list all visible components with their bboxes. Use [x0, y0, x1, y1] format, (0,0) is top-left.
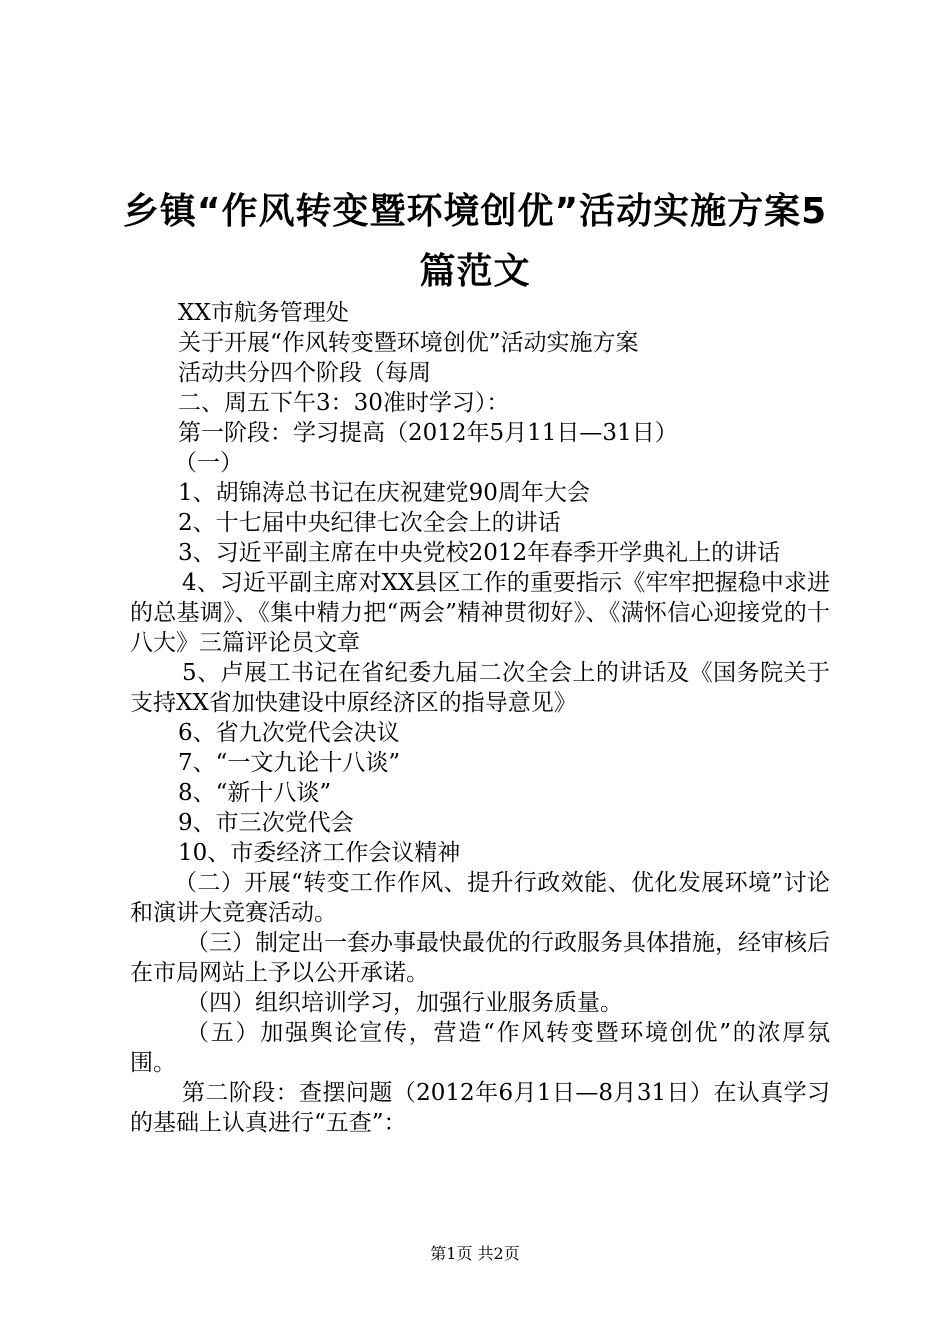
list-item: 3、习近平副主席在中央党校2012年春季开学典礼上的讲话 — [178, 540, 781, 566]
list-item: 1、胡锦涛总书记在庆祝建党90周年大会 — [178, 480, 590, 506]
paragraph-org: XX市航务管理处 — [178, 300, 349, 326]
list-item: 9、市三次党代会 — [178, 810, 354, 836]
list-item: 7、“一文九论十八谈” — [178, 750, 401, 776]
document-body — [130, 298, 830, 1138]
paragraph-section-1: （一） — [174, 450, 243, 476]
paragraph-section-5: （五）加强舆论宣传，营造“作风转变暨环境创优”的浓厚氛围。 — [130, 1020, 830, 1076]
paragraph-stages: 活动共分四个阶段（每周 — [178, 360, 431, 386]
paragraph-section-4: （四）组织培训学习，加强行业服务质量。 — [186, 990, 623, 1016]
list-item: 5、卢展工书记在省纪委九届二次全会上的讲话及《国务院关于支持XX省加快建设中原经济区的指导意见》 — [130, 660, 830, 716]
list-item: 4、习近平副主席对XX县区工作的重要指示《牢牢把握稳中求进的总基调》、《集中精力把“两会”精神贯彻好》、《满怀信心迎接党的十八大》三篇评论员文章 — [130, 570, 830, 656]
list-item: 8、“新十八谈” — [178, 780, 332, 806]
list-item: 2、十七届中央纪律七次全会上的讲话 — [178, 510, 561, 536]
list-item: 6、省九次党代会决议 — [178, 720, 400, 746]
page-footer: 第1页 共2页 — [430, 1244, 520, 1263]
paragraph-section-2: （二）开展“转变工作作风、提升行政效能、优化发展环境”讨论和演讲大竞赛活动。 — [130, 870, 830, 926]
paragraph-section-3: （三）制定出一套办事最快最优的行政服务具体措施，经审核后在市局网站上予以公开承诺。 — [130, 930, 830, 986]
paragraph-stage-2: 第二阶段：查摆问题（2012年6月1日—8月31日）在认真学习的基础上认真进行“五查”： — [130, 1080, 830, 1136]
list-item: 10、市委经济工作会议精神 — [178, 840, 461, 866]
paragraph-plan-title: 关于开展“作风转变暨环境创优”活动实施方案 — [178, 330, 639, 356]
paragraph-stage-1: 第一阶段：学习提高（2012年5月11日—31日） — [178, 420, 678, 446]
document-title-line-2: 篇范文 — [419, 251, 531, 292]
paragraph-schedule: 二、周五下午3：30准时学习）： — [178, 390, 510, 416]
document-title-line-1: 乡镇“作风转变暨环境创优”活动实施方案5 — [122, 191, 828, 232]
